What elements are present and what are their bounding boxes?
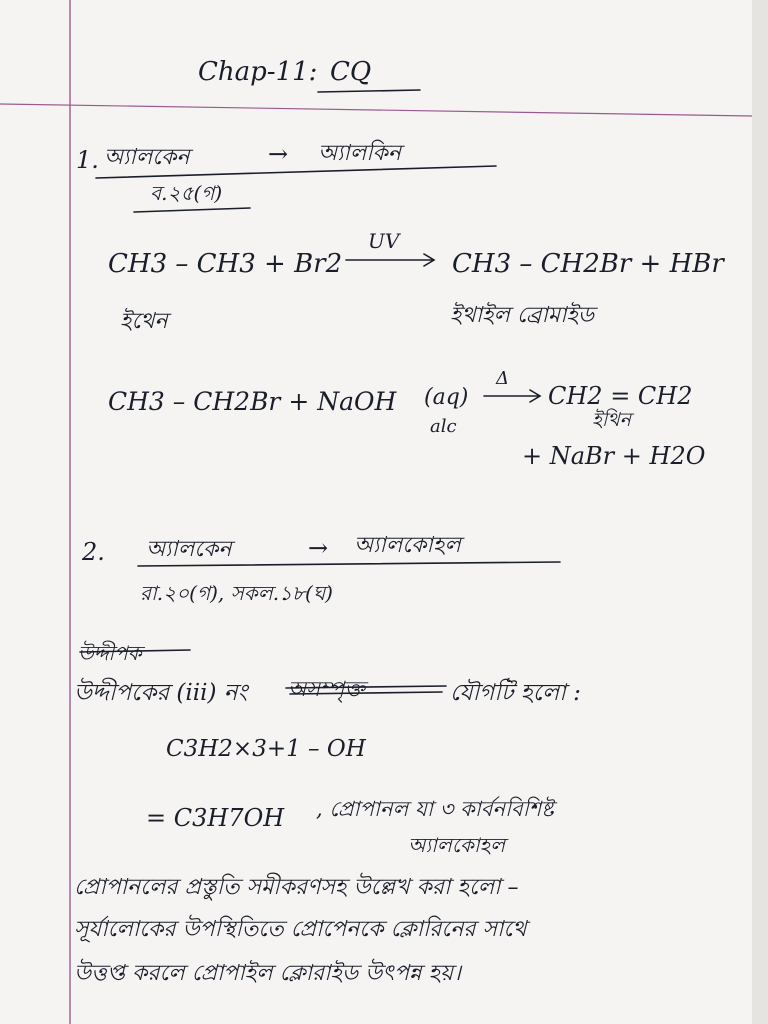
q2-line1-end: যৌগটি হলো : — [450, 680, 581, 706]
q2-to: অ্যালকোহল — [354, 533, 461, 558]
q1-source: ব.২৫(গ) — [150, 181, 223, 205]
q1-r2-byproducts: + NaBr + H2O — [522, 442, 706, 470]
q2-from: অ্যালকেন — [146, 537, 232, 562]
q2-formula1: C3H2×3+1 – OH — [166, 736, 366, 762]
chapter-tag: CQ — [330, 57, 372, 87]
q2-arrow: → — [308, 534, 329, 562]
chapter-title: Chap-11: — [198, 57, 318, 87]
q2-line1-struck: অসম্পৃক্ত — [288, 677, 365, 701]
q1-r2-product: CH2 = CH2 — [548, 382, 693, 410]
q1-r2-left: CH3 – CH2Br + NaOH — [108, 387, 397, 416]
q2-formula2: = C3H7OH — [146, 804, 285, 832]
q1-arrow: → — [268, 140, 289, 168]
q1-from: অ্যালকেন — [104, 145, 190, 170]
q2-para3: উত্তপ্ত করলে প্রোপাইল ক্লোরাইড উৎপন্ন হয়। — [74, 961, 461, 986]
q1-r2-note: alc — [430, 416, 457, 437]
q2-formula2-note: , প্রোপানল যা ৩ কার্বনবিশিষ্ট — [316, 797, 554, 821]
q1-r1-right-label: ইথাইল ব্রোমাইড — [450, 303, 595, 328]
q1-number: 1. — [76, 146, 99, 174]
q1-r2-condition: Δ — [496, 368, 509, 389]
paper-edge — [752, 0, 768, 1024]
q1-r2-product-label: ইথিন — [592, 409, 631, 431]
q1-r1-left-label: ইথেন — [120, 309, 168, 334]
q2-number: 2. — [82, 538, 105, 566]
q2-struck-word: উদ্দীপক — [78, 641, 142, 665]
q1-r2-state: (aq) — [424, 385, 469, 410]
q1-to: অ্যালকিন — [318, 141, 402, 166]
q2-para2: সূর্যালোকের উপস্থিতিতে প্রোপেনকে ক্লোরিনের সাথে — [74, 917, 527, 942]
q1-r1-left: CH3 – CH3 + Br2 — [108, 249, 343, 279]
q2-para1: প্রোপানলের প্রস্তুতি সমীকরণসহ উল্লেখ করা হলো – — [74, 875, 519, 900]
q2-line1: উদ্দীপকের (iii) নং — [74, 680, 248, 706]
q2-source: রা.২০(গ), সকল.১৮(ঘ) — [140, 581, 333, 605]
q1-r1-right: CH3 – CH2Br + HBr — [452, 249, 724, 279]
q1-r1-condition: UV — [368, 229, 400, 253]
q2-formula2-sub: অ্যালকোহল — [408, 833, 506, 857]
